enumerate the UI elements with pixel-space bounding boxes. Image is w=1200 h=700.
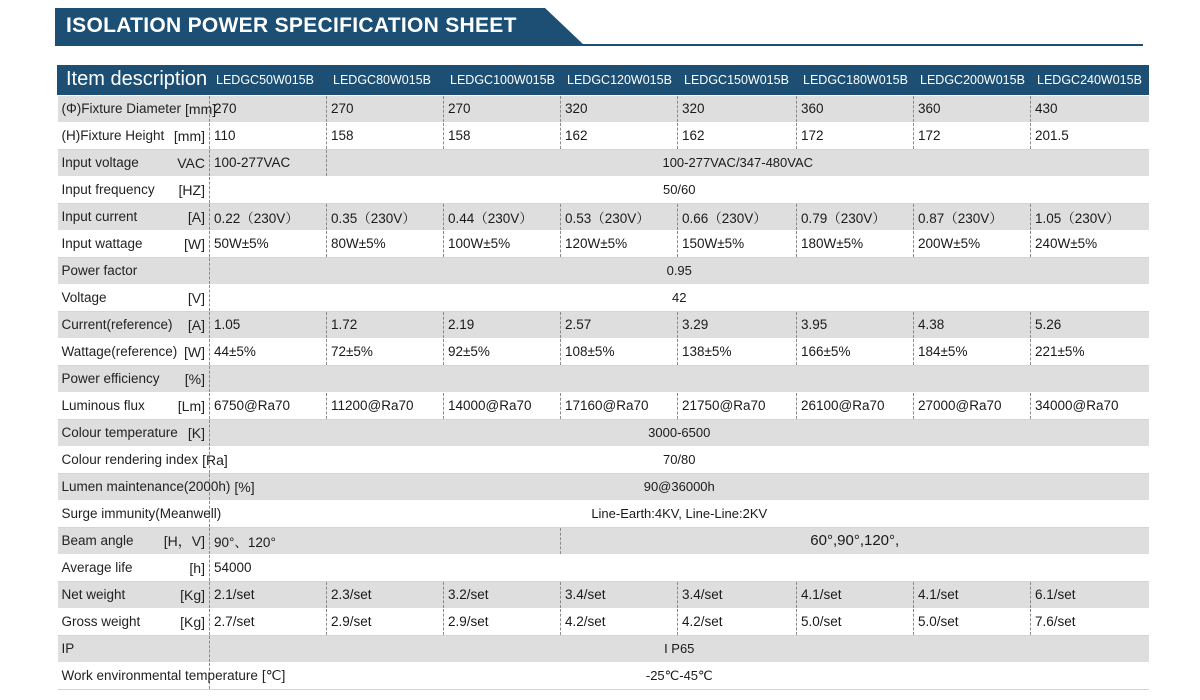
table-cell: 108±5%	[561, 338, 678, 365]
row-unit: [W]	[184, 343, 205, 360]
table-cell: 60°,90°,120°,	[561, 527, 1149, 554]
row-label	[58, 311, 210, 338]
column-header: Item description	[58, 65, 210, 95]
row-label	[58, 662, 286, 689]
row-unit: [Lm]	[177, 397, 205, 414]
table-row	[58, 446, 1149, 473]
row-label-text: Current(reference)	[61, 317, 173, 332]
table-row	[58, 149, 1149, 176]
row-label-text: Gross weight	[61, 614, 141, 629]
table-cell: 17160@Ra70	[561, 392, 678, 419]
table-row	[58, 635, 1149, 662]
row-label	[58, 257, 210, 284]
table-cell: 184±5%	[914, 338, 1031, 365]
table-cell: 0.95	[210, 257, 1149, 284]
row-label	[58, 635, 210, 662]
table-row	[58, 203, 1149, 230]
table-cell: 44±5%	[210, 338, 327, 365]
table-cell: 100-277VAC/347-480VAC	[327, 149, 1149, 176]
table-cell: 162	[561, 122, 678, 149]
table-row	[58, 122, 1149, 149]
row-label	[58, 608, 210, 635]
table-row	[58, 284, 1149, 311]
row-unit: [A]	[187, 316, 205, 333]
table-cell: 1.05	[210, 311, 327, 338]
row-label-text: Work environmental temperature	[61, 668, 258, 683]
row-unit: [A]	[187, 208, 205, 225]
row-label-text: Colour temperature	[61, 425, 178, 440]
row-unit: VAC	[177, 154, 205, 171]
row-label-text: (H)Fixture Height	[61, 128, 165, 143]
table-cell: 320	[561, 95, 678, 122]
table-cell: 34000@Ra70	[1031, 392, 1149, 419]
table-cell: 201.5	[1031, 122, 1149, 149]
column-header: LEDGC150W015B	[678, 65, 797, 95]
table-cell: 0.66（230V）	[678, 203, 797, 230]
table-row	[58, 608, 1149, 635]
table-cell: 2.3/set	[327, 581, 444, 608]
table-cell: 200W±5%	[914, 230, 1031, 257]
table-cell: 2.9/set	[327, 608, 444, 635]
table-cell: 5.0/set	[797, 608, 914, 635]
table-cell: 360	[914, 95, 1031, 122]
row-label	[58, 419, 210, 446]
row-label	[58, 284, 210, 311]
row-label	[58, 473, 255, 500]
table-cell: -25℃-45℃	[210, 662, 1149, 689]
table-row	[58, 419, 1149, 446]
table-row	[58, 527, 1149, 554]
table-body	[58, 95, 1149, 689]
row-unit: [mm]	[185, 100, 217, 117]
table-cell: Line-Earth:4KV, Line-Line:2KV	[210, 500, 1149, 527]
table-cell	[210, 365, 1149, 392]
column-header: LEDGC120W015B	[561, 65, 678, 95]
table-cell: 150W±5%	[678, 230, 797, 257]
row-label-text: Lumen maintenance(2000h)	[61, 479, 231, 494]
row-label	[58, 365, 210, 392]
page-title: ISOLATION POWER SPECIFICATION SHEET	[66, 14, 517, 37]
row-unit: [h]	[189, 559, 205, 576]
table-cell: 360	[797, 95, 914, 122]
table-row	[58, 662, 1149, 689]
table-cell: 4.38	[914, 311, 1031, 338]
row-label	[58, 122, 210, 149]
table-row	[58, 338, 1149, 365]
row-label	[58, 581, 210, 608]
row-label	[58, 203, 210, 230]
row-unit: [%]	[184, 370, 205, 387]
row-label-text: IP	[61, 641, 75, 656]
row-label-text: Colour rendering index	[61, 452, 199, 467]
table-row	[58, 311, 1149, 338]
row-label	[58, 500, 222, 527]
row-label	[58, 446, 228, 473]
row-label-text: Average life	[61, 560, 133, 575]
table-cell: 158	[444, 122, 561, 149]
table-cell: 7.6/set	[1031, 608, 1149, 635]
row-unit: [HZ]	[178, 181, 205, 198]
table-cell: 80W±5%	[327, 230, 444, 257]
row-label	[58, 230, 210, 257]
table-cell: 42	[210, 284, 1149, 311]
table-cell: 3.2/set	[444, 581, 561, 608]
row-unit: [H，V]	[163, 532, 205, 549]
table-cell: 5.0/set	[914, 608, 1031, 635]
table-row	[58, 230, 1149, 257]
spec-table	[57, 65, 1149, 690]
table-row	[58, 95, 1149, 122]
table-cell: 6.1/set	[1031, 581, 1149, 608]
table-cell: 0.87（230V）	[914, 203, 1031, 230]
row-label-text: Input frequency	[61, 182, 155, 197]
table-cell: 4.2/set	[561, 608, 678, 635]
table-cell: 6750@Ra70	[210, 392, 327, 419]
table-cell: 270	[327, 95, 444, 122]
column-header: LEDGC200W015B	[914, 65, 1031, 95]
table-cell: 166±5%	[797, 338, 914, 365]
table-cell: 4.1/set	[914, 581, 1031, 608]
row-label-text: Input current	[61, 209, 138, 224]
row-unit: [℃]	[261, 667, 286, 683]
table-cell: 72±5%	[327, 338, 444, 365]
table-cell: 5.26	[1031, 311, 1149, 338]
row-label	[58, 176, 210, 203]
table-cell: 0.53（230V）	[561, 203, 678, 230]
table-cell: 26100@Ra70	[797, 392, 914, 419]
table-cell: 172	[914, 122, 1031, 149]
row-unit: [mm]	[173, 127, 205, 144]
row-label-text: Input voltage	[61, 155, 139, 170]
row-label	[58, 149, 210, 176]
table-cell: 11200@Ra70	[327, 392, 444, 419]
table-cell: 221±5%	[1031, 338, 1149, 365]
table-cell: 138±5%	[678, 338, 797, 365]
row-unit: [K]	[187, 424, 205, 441]
table-cell: 3.4/set	[561, 581, 678, 608]
row-unit: [W]	[184, 235, 205, 252]
table-cell: 100W±5%	[444, 230, 561, 257]
row-label-text: Wattage(reference)	[61, 344, 178, 359]
table-cell: 27000@Ra70	[914, 392, 1031, 419]
table-cell: 21750@Ra70	[678, 392, 797, 419]
table-cell: 100-277VAC	[210, 149, 327, 176]
table-cell: 430	[1031, 95, 1149, 122]
table-cell: 158	[327, 122, 444, 149]
row-label-text: Net weight	[61, 587, 126, 602]
table-cell: 110	[210, 122, 327, 149]
table-cell: 50/60	[210, 176, 1149, 203]
table-cell: 0.79（230V）	[797, 203, 914, 230]
table-cell: I P65	[210, 635, 1149, 662]
row-unit: [%]	[234, 478, 255, 495]
column-header: LEDGC100W015B	[444, 65, 561, 95]
table-cell: 1.05（230V）	[1031, 203, 1149, 230]
table-cell: 90@36000h	[210, 473, 1149, 500]
table-cell: 0.44（230V）	[444, 203, 561, 230]
table-cell: 50W±5%	[210, 230, 327, 257]
row-label-text: Power efficiency	[61, 371, 160, 386]
row-label	[58, 338, 210, 365]
row-label-text: Surge immunity(Meanwell)	[61, 506, 222, 521]
table-row	[58, 176, 1149, 203]
table-cell: 3.95	[797, 311, 914, 338]
column-header: LEDGC240W015B	[1031, 65, 1149, 95]
table-cell: 92±5%	[444, 338, 561, 365]
table-row	[58, 392, 1149, 419]
table-cell: 162	[678, 122, 797, 149]
table-cell: 2.57	[561, 311, 678, 338]
table-cell: 2.7/set	[210, 608, 327, 635]
table-cell: 270	[444, 95, 561, 122]
table-cell: 90°、120°	[210, 527, 561, 554]
row-label-text: (Φ)Fixture Diameter	[61, 101, 182, 116]
table-cell: 0.22（230V）	[210, 203, 327, 230]
row-label-text: Power factor	[61, 263, 138, 278]
table-cell: 240W±5%	[1031, 230, 1149, 257]
row-label-text: Luminous flux	[61, 398, 145, 413]
column-header: LEDGC80W015B	[327, 65, 444, 95]
table-cell: 4.2/set	[678, 608, 797, 635]
row-label-text: Beam angle	[61, 533, 134, 548]
table-cell: 320	[678, 95, 797, 122]
row-unit: [Kg]	[180, 613, 205, 630]
table-header-row	[58, 65, 1149, 95]
row-label-text: Input wattage	[61, 236, 143, 251]
table-cell: 70/80	[210, 446, 1149, 473]
table-cell: 0.35（230V）	[327, 203, 444, 230]
table-row	[58, 581, 1149, 608]
table-cell: 270	[210, 95, 327, 122]
row-label	[58, 392, 210, 419]
table-cell: 180W±5%	[797, 230, 914, 257]
row-unit: [V]	[187, 289, 205, 306]
row-label	[58, 95, 217, 122]
table-cell: 2.9/set	[444, 608, 561, 635]
column-header: LEDGC180W015B	[797, 65, 914, 95]
table-row	[58, 500, 1149, 527]
table-row	[58, 365, 1149, 392]
table-cell: 2.19	[444, 311, 561, 338]
row-unit: [Ra]	[202, 451, 228, 468]
row-unit: [Kg]	[180, 586, 205, 603]
table-cell: 120W±5%	[561, 230, 678, 257]
row-label	[58, 527, 210, 554]
table-cell: 3.4/set	[678, 581, 797, 608]
column-header: LEDGC50W015B	[210, 65, 327, 95]
table-cell: 14000@Ra70	[444, 392, 561, 419]
table-cell: 172	[797, 122, 914, 149]
title-rule	[55, 44, 1143, 46]
table-cell: 1.72	[327, 311, 444, 338]
table-row	[58, 554, 1149, 581]
table-cell: 2.1/set	[210, 581, 327, 608]
table-row	[58, 473, 1149, 500]
row-label-text: Voltage	[61, 290, 107, 305]
table-cell: 54000	[210, 554, 1149, 581]
table-row	[58, 257, 1149, 284]
table-cell: 3.29	[678, 311, 797, 338]
table-cell: 4.1/set	[797, 581, 914, 608]
table-cell: 3000-6500	[210, 419, 1149, 446]
row-label	[58, 554, 210, 581]
